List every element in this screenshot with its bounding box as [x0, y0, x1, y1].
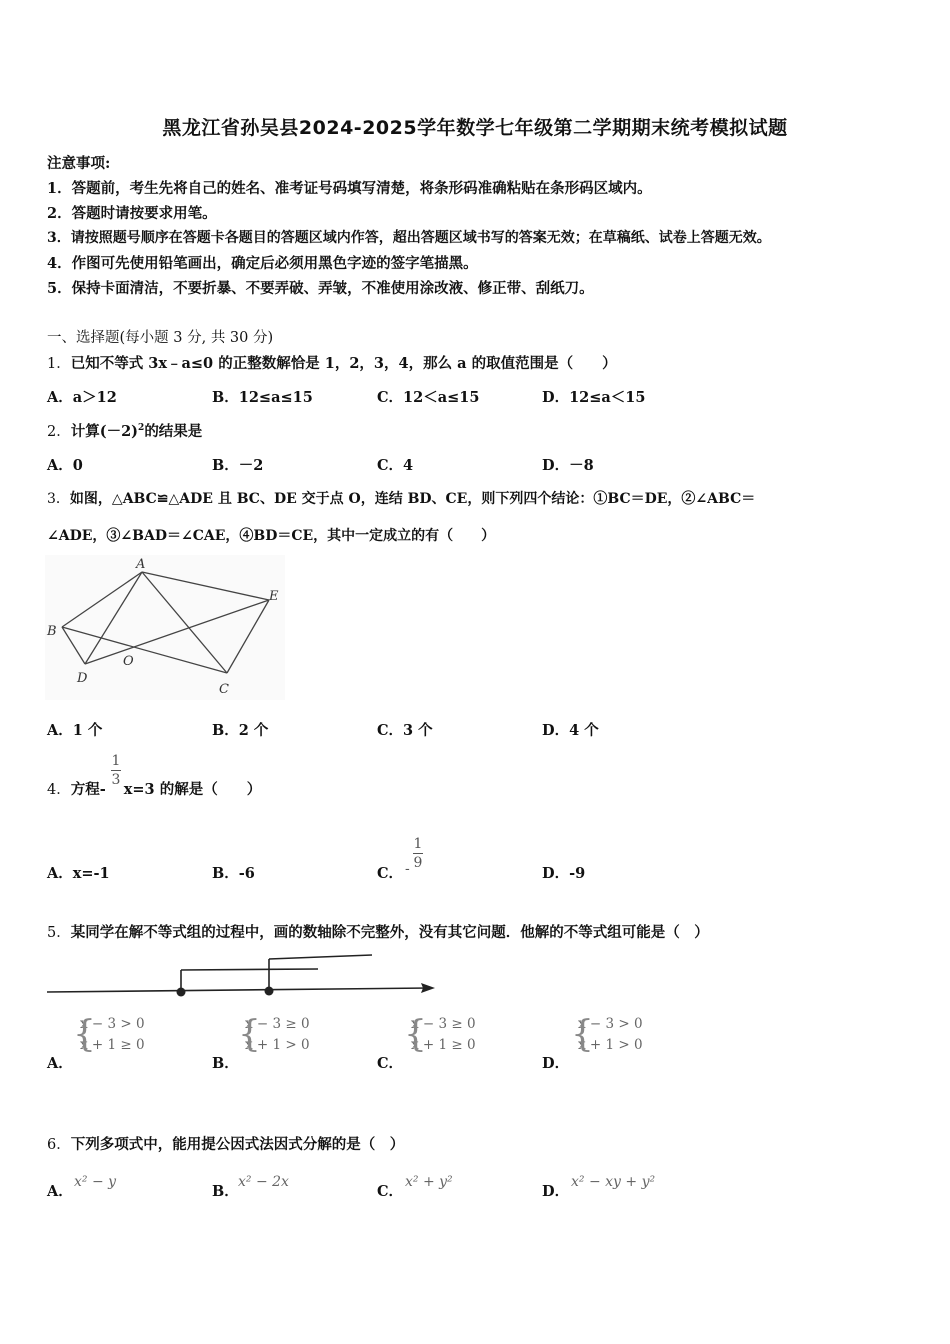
exponent: 2: [138, 423, 145, 434]
option-c-system: [404, 1014, 476, 1056]
option-a-label: A．: [47, 1183, 73, 1200]
option-d-expr: x² − xy + y²: [571, 1174, 656, 1190]
option-b-system: [238, 1014, 310, 1056]
question-text: 如图，△ABC≌△ADE 且 BC、DE 交于点 O，连结 BD、CE，则下列四个结论：①BC＝DE，②∠ABC＝: [69, 491, 756, 507]
question-number: 5．: [47, 925, 71, 941]
question-number: 3．: [47, 491, 70, 507]
brace-icon: {: [73, 1014, 96, 1055]
fraction-one-third: [111, 753, 121, 788]
option-b: B．-6: [212, 865, 255, 882]
inequality: x − 3 ≥ 0: [245, 1016, 310, 1032]
question-5: [47, 921, 709, 942]
question-text: 下列多项式中，能用提公因式法因式分解的是（ ）: [70, 1136, 405, 1153]
notice-item: 2．答题时请按要求用笔。: [47, 205, 217, 222]
inequality: x + 1 ≥ 0: [80, 1037, 145, 1053]
inequality: x + 1 > 0: [578, 1037, 643, 1053]
question-6: [47, 1133, 404, 1154]
inequality: x − 3 ≥ 0: [411, 1016, 476, 1032]
question-number: 1．: [47, 356, 71, 372]
label-c: C: [219, 682, 229, 697]
option-d: D．12≤a＜15: [542, 389, 646, 406]
option-c-sign: -: [405, 861, 410, 877]
question-4: [47, 778, 261, 799]
question-number: 2．: [47, 424, 71, 440]
option-a: A．0: [47, 457, 83, 474]
option-a: A．x=-1: [47, 865, 110, 882]
brace-icon: {: [571, 1014, 594, 1055]
fraction-numerator: 1: [413, 836, 423, 852]
question-text: 某同学在解不等式组的过程中，画的数轴除不完整外，没有其它问题．他解的不等式组可能是（ ）: [70, 924, 709, 941]
option-c-label: C．: [377, 1055, 404, 1072]
solid-point: [265, 987, 274, 996]
question-number: 6．: [47, 1137, 71, 1153]
option-d: D．－8: [542, 457, 594, 474]
option-c: C．4: [377, 457, 414, 474]
option-b: B．12≤a≤15: [212, 389, 313, 406]
question-3-line2: ∠ADE，③∠BAD＝∠CAE，④BD＝CE，其中一定成立的有（ ）: [47, 528, 496, 544]
question-text: 方程-: [70, 781, 106, 798]
option-d-label: D．: [542, 1183, 570, 1200]
ray-line: [181, 969, 318, 970]
brace-icon: {: [238, 1014, 261, 1055]
option-d-system: [571, 1014, 643, 1056]
axis-line: [47, 988, 430, 992]
option-c: C．3 个: [377, 722, 433, 739]
question-number: 4．: [47, 782, 71, 798]
option-c: C．12＜a≤15: [377, 389, 480, 406]
inequality: x − 3 > 0: [80, 1016, 145, 1032]
option-b-expr: x² − 2x: [238, 1174, 289, 1190]
fraction-bar: [111, 770, 121, 771]
question-2: [47, 420, 202, 441]
option-b: B．－2: [212, 457, 264, 474]
option-a: A．a＞12: [47, 389, 117, 406]
question-text: 已知不等式 3x﹣a≤0 的正整数解恰是 1，2，3，4，那么 a 的取值范围是（ ）: [70, 355, 617, 372]
notice-item: 1．答题前，考生先将自己的姓名、准考证号码填写清楚，将条形码准确粘贴在条形码区域内。: [47, 180, 652, 197]
question-1: [47, 352, 617, 373]
inequality: x − 3 > 0: [578, 1016, 643, 1032]
inequality: x + 1 > 0: [245, 1037, 310, 1053]
section-heading: 一、选择题(每小题 3 分, 共 30 分): [47, 330, 274, 346]
option-a-system: [73, 1014, 145, 1056]
label-b: B: [47, 624, 57, 639]
number-line-figure: [45, 950, 445, 1000]
option-b: B．2 个: [212, 722, 269, 739]
fraction-one-ninth: [413, 836, 423, 871]
option-c: C．: [377, 865, 404, 882]
page-title: 黑龙江省孙吴县2024-2025学年数学七年级第二学期期末统考模拟试题: [162, 117, 788, 139]
option-c-label: C．: [377, 1183, 404, 1200]
arrow-head: [421, 983, 435, 993]
option-b-label: B．: [212, 1183, 239, 1200]
fraction-numerator: 1: [111, 753, 121, 769]
question-text: 的结果是: [144, 423, 203, 440]
question-text: 计算(－2): [70, 423, 139, 440]
option-a-expr: x² − y: [74, 1174, 117, 1190]
notice-heading: 注意事项:: [47, 155, 111, 172]
option-c-expr: x² + y²: [405, 1174, 453, 1190]
fraction-denominator: 3: [111, 772, 121, 788]
fraction-denominator: 9: [413, 855, 423, 871]
notice-item: 5．保持卡面清洁，不要折暴、不要弄破、弄皱，不准使用涂改液、修正带、刮纸刀。: [47, 280, 594, 297]
notice-item: 4．作图可先使用铅笔画出，确定后必须用黑色字迹的签字笔描黑。: [47, 255, 478, 272]
option-a: A．1 个: [47, 722, 103, 739]
option-d: D．-9: [542, 865, 586, 882]
notice-item: 3．请按照题号顺序在答题卡各题目的答题区域内作答，超出答题区域书写的答案无效；在草稿纸、试卷上答题无效。: [47, 230, 771, 246]
option-d-label: D．: [542, 1055, 570, 1072]
option-b-label: B．: [212, 1055, 239, 1072]
inequality: x + 1 ≥ 0: [411, 1037, 476, 1053]
brace-icon: {: [404, 1014, 427, 1055]
question-text: x=3 的解是（ ）: [123, 781, 262, 798]
label-a: A: [136, 557, 146, 572]
option-a-label: A．: [47, 1055, 73, 1072]
option-d: D．4 个: [542, 722, 599, 739]
ray-line: [269, 955, 372, 959]
fraction-bar: [413, 853, 423, 854]
question-3: [47, 488, 755, 508]
label-o: O: [123, 654, 134, 669]
solid-point: [177, 988, 186, 997]
triangle-figure: [45, 555, 285, 700]
label-e: E: [269, 589, 279, 604]
label-d: D: [77, 671, 88, 686]
